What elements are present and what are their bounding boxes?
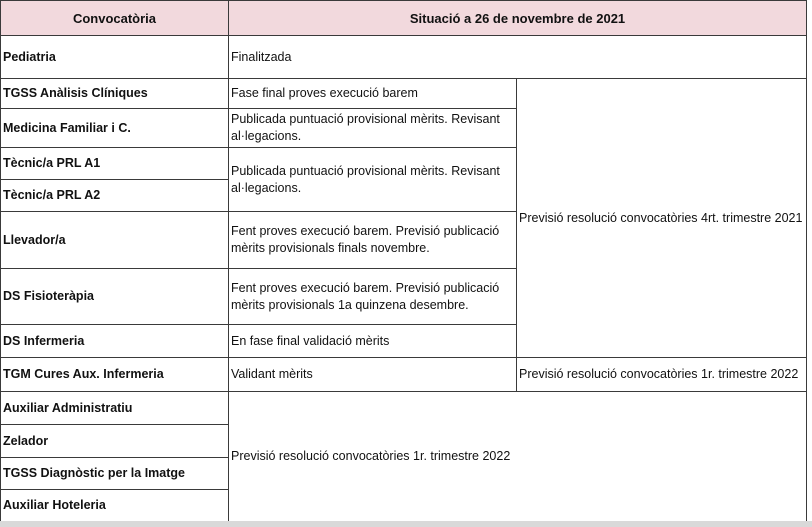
table-row	[1, 79, 807, 109]
row-status-tecnic-prl: Publicada puntuació provisional mèrits. Revisant al·legacions.	[229, 148, 517, 212]
forecast-group-1r-trimestre: Previsió resolució convocatòries 1r. trimestre 2022	[229, 392, 807, 522]
row-name-zelador: Zelador	[1, 425, 229, 458]
row-name-tgm-cures: TGM Cures Aux. Infermeria	[1, 358, 229, 392]
row-status-ds-fisioterapia: Fent proves execució barem. Previsió publicació mèrits provisionals 1a quinzena desembre.	[229, 269, 517, 325]
row-name-ds-fisioterapia: DS Fisioteràpia	[1, 269, 229, 325]
row-name-tgss-analisis: TGSS Anàlisis Clíniques	[1, 79, 229, 109]
row-name-auxiliar-hoteleria: Auxiliar Hoteleria	[1, 490, 229, 522]
row-status-tgss-analisis: Fase final proves execució barem	[229, 79, 517, 109]
row-status-pediatria: Finalitzada	[229, 36, 807, 79]
row-name-llevador: Llevador/a	[1, 212, 229, 269]
row-name-medicina-familiar: Medicina Familiar i C.	[1, 109, 229, 148]
row-forecast-tgm-cures: Previsió resolució convocatòries 1r. trimestre 2022	[517, 358, 807, 392]
header-convocatoria: Convocatòria	[1, 1, 229, 36]
row-name-auxiliar-administratiu: Auxiliar Administratiu	[1, 392, 229, 425]
row-status-ds-infermeria: En fase final validació mèrits	[229, 325, 517, 358]
row-name-tgss-diagnostic: TGSS Diagnòstic per la Imatge	[1, 458, 229, 490]
row-name-pediatria: Pediatria	[1, 36, 229, 79]
row-name-tecnic-prl-a1: Tècnic/a PRL A1	[1, 148, 229, 180]
page-bottom-edge	[0, 521, 812, 527]
row-name-tecnic-prl-a2: Tècnic/a PRL A2	[1, 180, 229, 212]
row-status-tgm-cures: Validant mèrits	[229, 358, 517, 392]
table-row	[1, 358, 807, 392]
row-status-medicina-familiar: Publicada puntuació provisional mèrits. Revisant al·legacions.	[229, 109, 517, 148]
forecast-4rt-trimestre: Previsió resolució convocatòries 4rt. trimestre 2021	[517, 79, 807, 358]
header-situacio: Situació a 26 de novembre de 2021	[229, 1, 807, 36]
row-name-ds-infermeria: DS Infermeria	[1, 325, 229, 358]
table-row	[1, 36, 807, 79]
row-status-llevador: Fent proves execució barem. Previsió publicació mèrits provisionals finals novembre.	[229, 212, 517, 269]
header-row	[1, 1, 807, 36]
table-row	[1, 392, 807, 425]
